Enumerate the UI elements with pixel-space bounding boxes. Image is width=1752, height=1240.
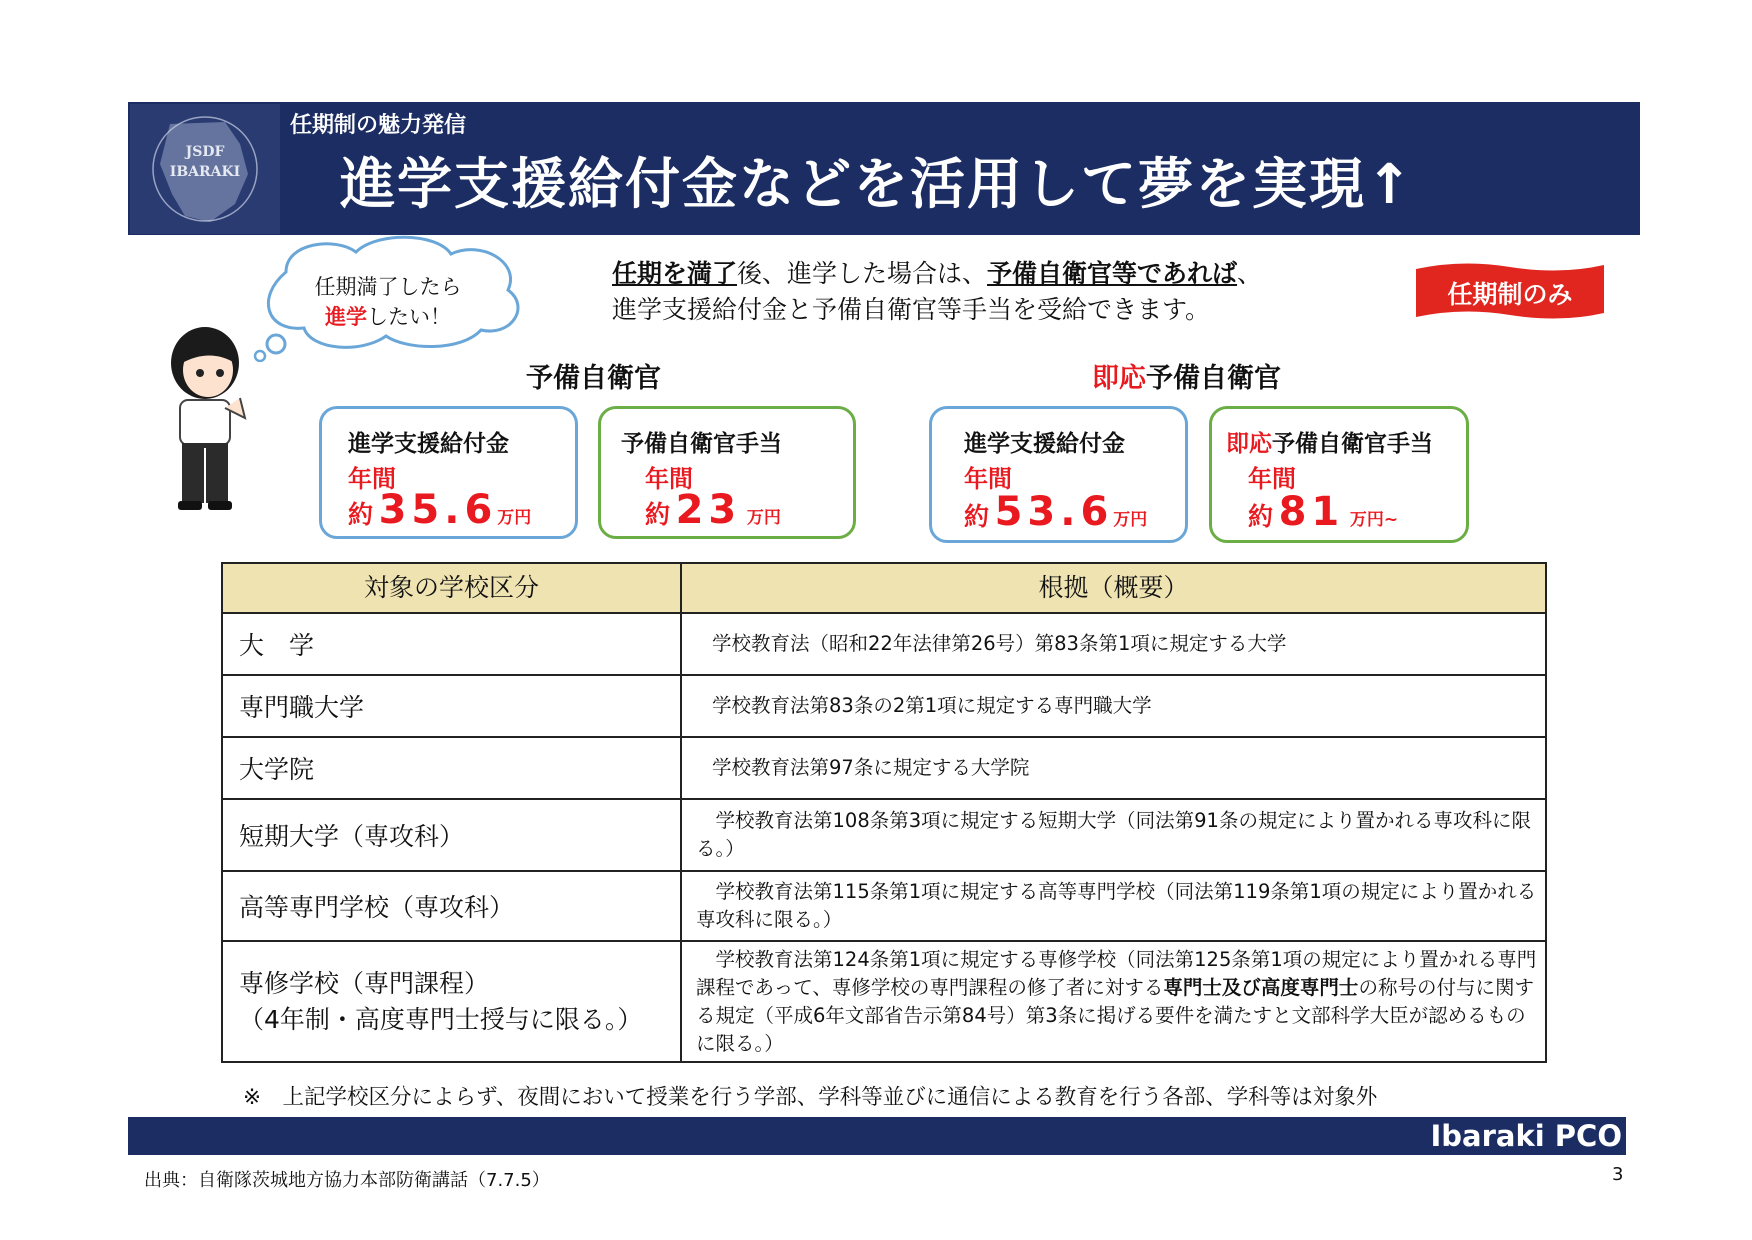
school-category-table [221, 562, 1547, 1063]
card-amount-value: 23 [675, 487, 742, 533]
benefit-card-ready-reserve-allowance [1209, 406, 1469, 543]
card-amount [964, 489, 1147, 535]
card-amount-prefix: 約 [645, 500, 671, 529]
card-amount-prefix: 約 [964, 502, 990, 531]
card-label [1226, 425, 1433, 458]
card-period: 年間 [645, 465, 693, 493]
intro-emphasis-1: 任期を満了 [612, 259, 738, 288]
card-period: 年間 [964, 465, 1012, 493]
svg-text:IBARAKI: IBARAKI [169, 164, 241, 180]
card-amount [645, 487, 781, 533]
table-row-school: 高等専門学校（専攻科） [239, 893, 515, 922]
svg-text:JSDF: JSDF [185, 144, 225, 160]
bubble-highlight: 進学 [325, 305, 367, 329]
thought-bubble-text [258, 272, 518, 332]
intro-line-1 [612, 256, 1262, 292]
intro-emphasis-2: 予備自衛官等であれば [987, 259, 1238, 288]
bubble-line-2-rest: したい！ [367, 305, 451, 329]
fixed-term-only-label: 任期制のみ [1447, 280, 1573, 309]
card-amount-value: 81 [1278, 489, 1345, 535]
ready-reserve-group-title-red: 即応 [1092, 363, 1146, 394]
card-amount [348, 487, 531, 533]
intro-text [612, 256, 1262, 328]
table-row-basis: 学校教育法第108条第3項に規定する短期大学（同法第91条の規定により置かれる専攻科に限る。） [696, 809, 1531, 860]
card-label: 予備自衛官手当 [621, 431, 782, 457]
card-amount [1248, 489, 1398, 535]
table-header-school: 対象の学校区分 [223, 564, 680, 612]
card-amount-unit: 万円 [497, 508, 532, 528]
reserve-group-title-text: 予備自衛官 [526, 363, 661, 394]
student-character-icon [150, 318, 260, 518]
school-name: 専修学校（専門課程） [239, 968, 490, 998]
table-row-school: 大学院 [239, 755, 315, 784]
table-header-basis: 根拠（概要） [682, 564, 1545, 612]
table-row-basis: 学校教育法第97条に規定する大学院 [712, 756, 1030, 779]
card-period: 年間 [348, 465, 396, 493]
table-row-school [223, 942, 680, 1061]
bubble-line-1: 任期満了したら [314, 275, 462, 299]
table-row-school: 大 学 [239, 631, 315, 660]
table-row-basis [682, 942, 1545, 1061]
basis-emphasis: 専門士及び高度専門士 [1163, 975, 1359, 999]
footnote: ※ 上記学校区分によらず、夜間において授業を行う学部、学科等並びに通信による教育を行う各部、学科等は対象外 [243, 1085, 1378, 1110]
card-amount-unit: 万円~ [1349, 510, 1399, 530]
benefit-card-reserve-allowance [598, 406, 856, 539]
page-number: 3 [1612, 1164, 1624, 1185]
card-label-text: 予備自衛官手当 [1272, 431, 1433, 457]
table-row-basis: 学校教育法第83条の2第1項に規定する専門職大学 [712, 694, 1152, 717]
header-subtitle: 任期制の魅力発信 [290, 113, 467, 138]
intro-line-2: 進学支援給付金と予備自衛官等手当を受給できます。 [612, 295, 1211, 324]
page-title: 進学支援給付金などを活用して夢を実現↑ [340, 152, 1415, 216]
card-period: 年間 [1248, 465, 1296, 493]
table-row-basis: 学校教育法（昭和22年法律第26号）第83条第1項に規定する大学 [712, 632, 1287, 655]
reserve-group-title [526, 356, 661, 395]
table-row-school: 短期大学（専攻科） [239, 822, 465, 851]
ready-reserve-group-title [1092, 356, 1281, 395]
bubble-line-2 [258, 302, 518, 332]
ibaraki-pco-logo-icon [130, 104, 280, 234]
card-label: 進学支援給付金 [348, 431, 509, 457]
table-row-basis: 学校教育法第115条第1項に規定する高等専門学校（同法第119条第1項の規定により置かれる専攻科に限る。） [696, 880, 1537, 931]
basis-text-a: 学校教育法第124条第1項に規定する専修学校（同法第125条第1項の規定により置かれる専門課程であって、専修学校の専門課程の修了者に対する [696, 947, 1537, 999]
intro-text-1: 後、進学した場合は、 [737, 259, 988, 288]
card-amount-unit: 万円 [1113, 510, 1148, 530]
card-label: 進学支援給付金 [964, 431, 1125, 457]
basis-text-c: の称号の付与に関する規定（平成6年文部省告示第84号）第3条に掲げる要件を満たすと文部科学大臣が認めるものに限る。） [696, 975, 1534, 1055]
card-amount-unit: 万円 [746, 508, 781, 528]
source-citation: 出典：自衛隊茨城地方協力本部防衛講話（7.7.5） [144, 1170, 550, 1191]
intro-text-2: 、 [1237, 259, 1263, 288]
card-amount-prefix: 約 [1248, 502, 1274, 531]
card-amount-value: 53.6 [994, 489, 1114, 535]
table-row-school: 専門職大学 [239, 693, 365, 722]
card-amount-value: 35.6 [378, 487, 498, 533]
footer-brand: Ibaraki PCO [1430, 1119, 1622, 1153]
ready-reserve-group-title-text: 予備自衛官 [1146, 363, 1281, 394]
school-condition: （4年制・高度専門士授与に限る。） [239, 1004, 643, 1034]
benefit-card-reserve-support [319, 406, 578, 539]
card-amount-prefix: 約 [348, 500, 374, 529]
benefit-card-ready-reserve-support [929, 406, 1188, 543]
card-label-red: 即応 [1226, 431, 1272, 457]
